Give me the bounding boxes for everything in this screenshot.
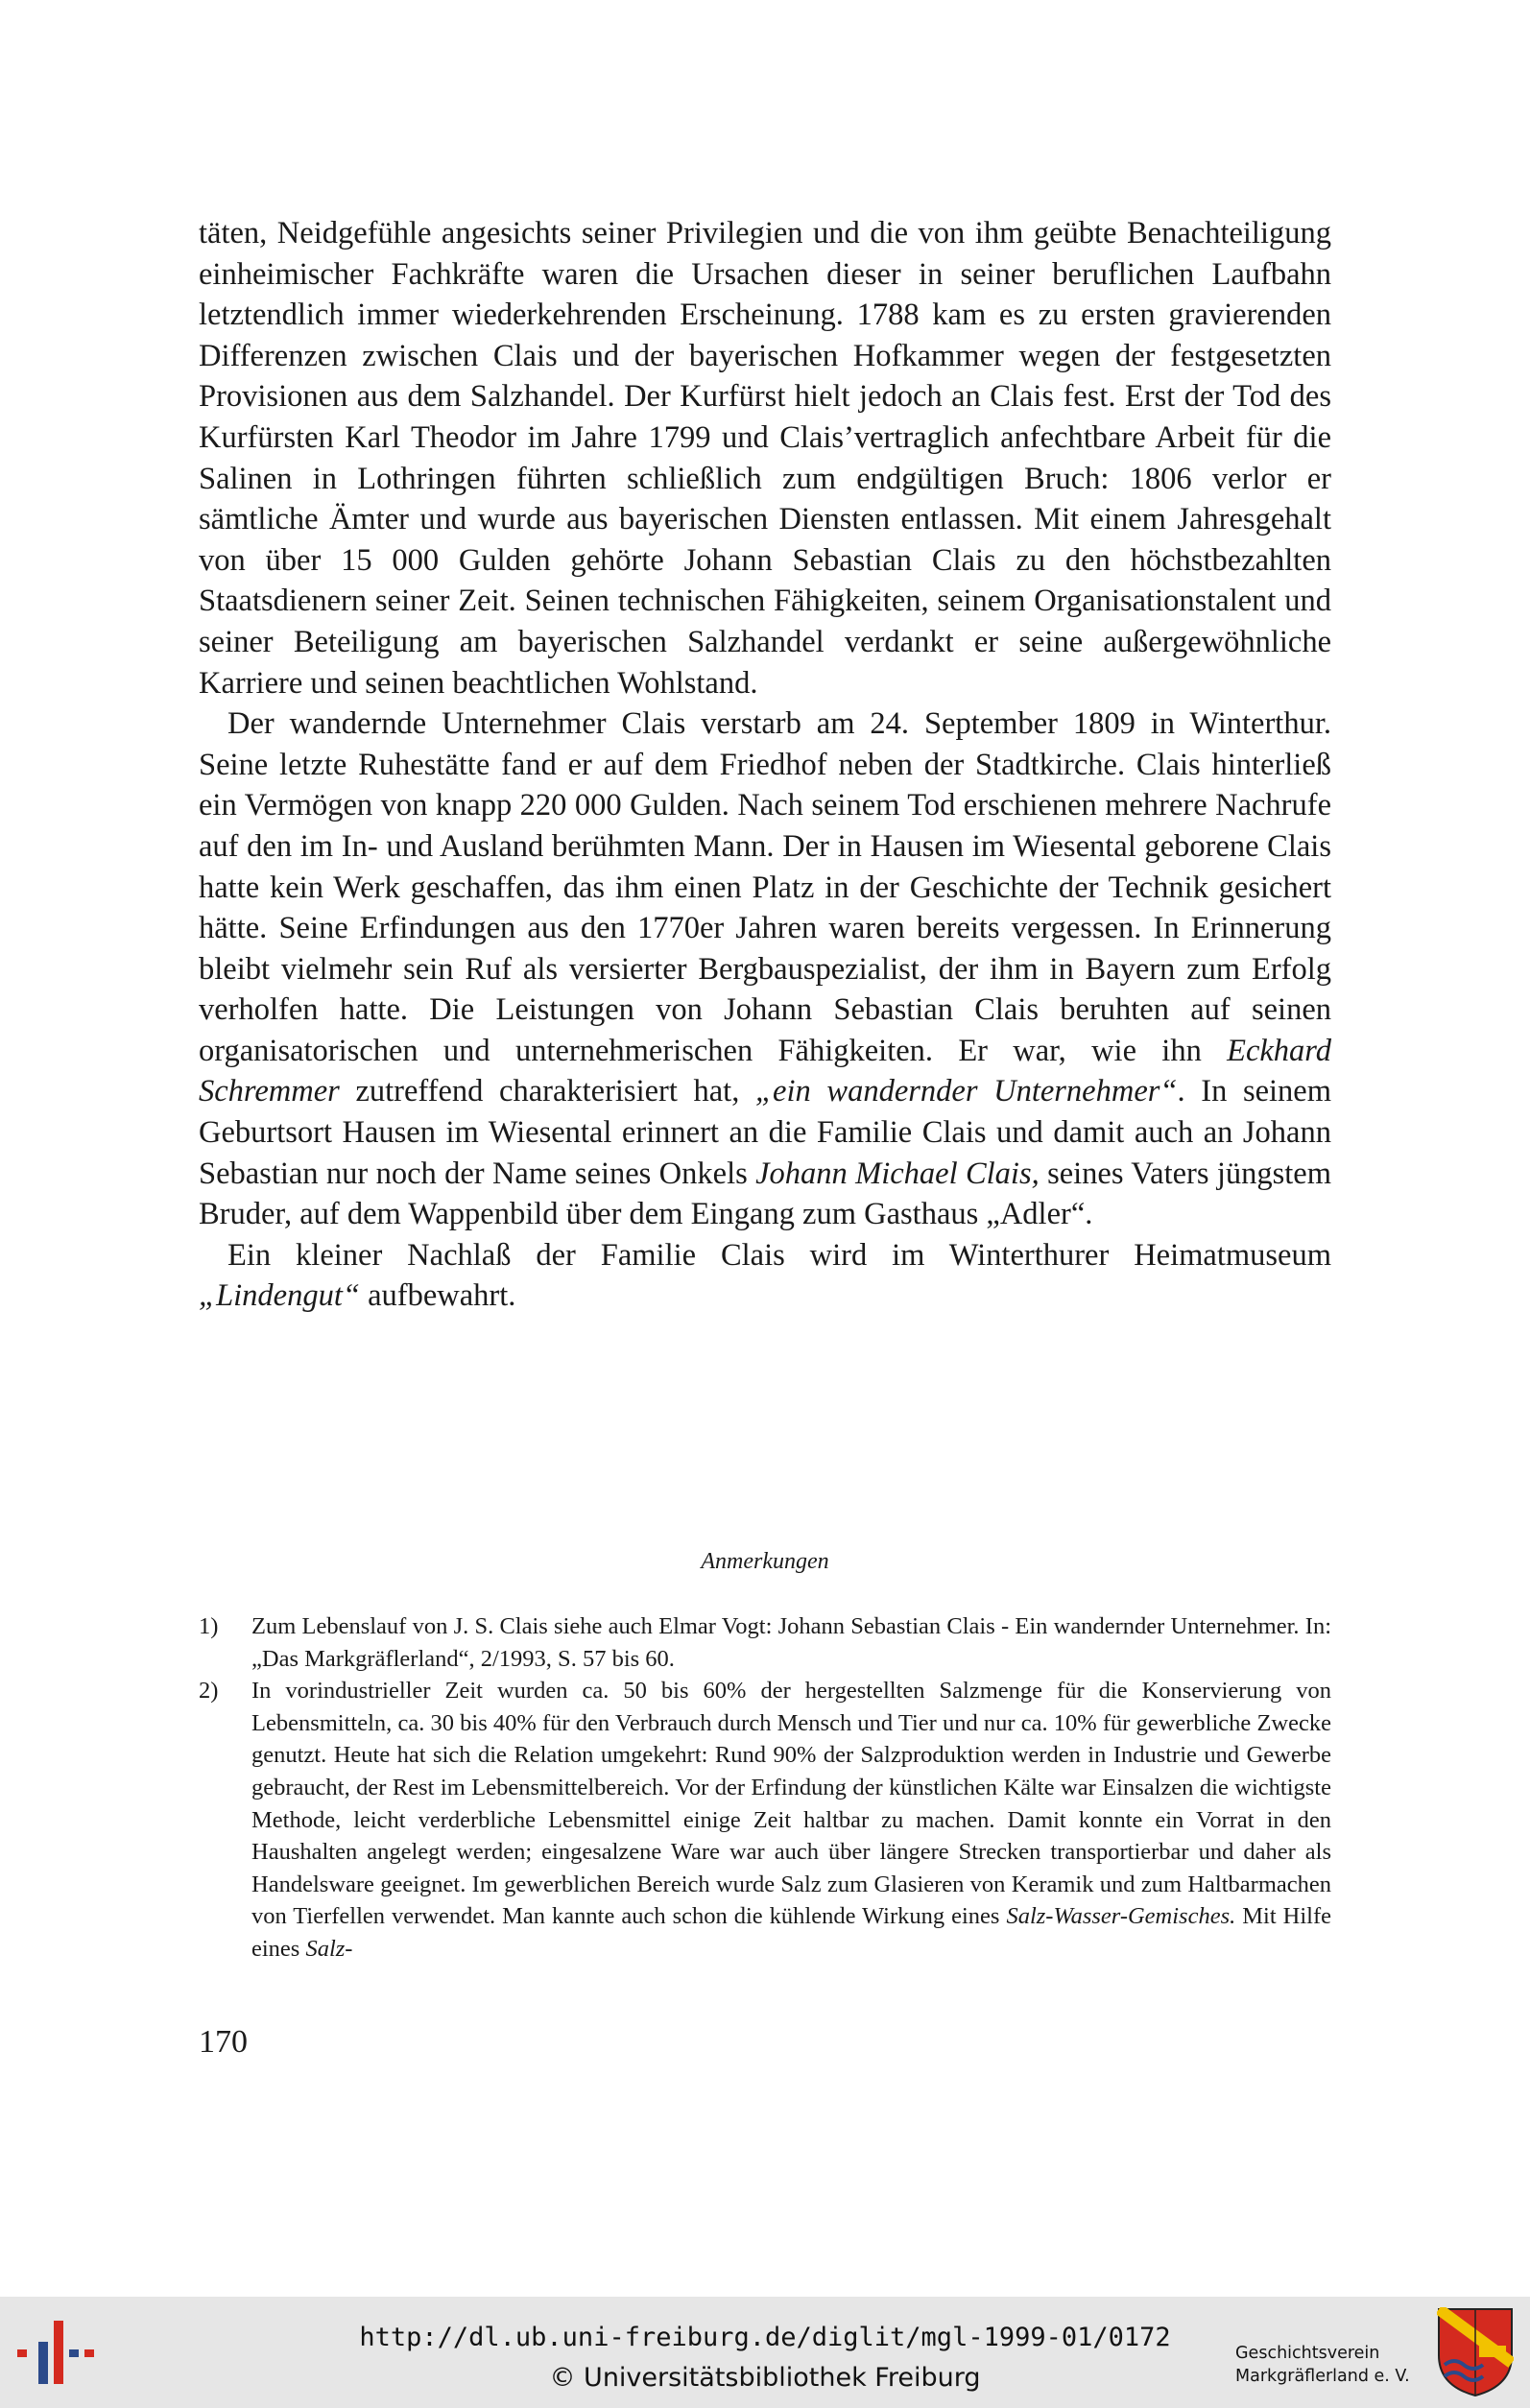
society-line-1: Geschichtsverein [1235, 2344, 1380, 2363]
markgraeflerland-crest-icon [1437, 2307, 1514, 2397]
society-name [1235, 2342, 1446, 2388]
paragraph-2-text-d: seines Vaters jüngstem Bruder, auf dem Wappenbild über dem Eingang zum Gasthaus „Adler“. [199, 1156, 1332, 1232]
footnote-text: In vorindustrieller Zeit wurden ca. 50 bis 60% der hergestellten Salzmenge für die Konservierung von Lebensmitteln, ca. 30 bis 40% für den Verbrauch durch Mensch und Tier und nur ca. 10% für gewerbliche Zwecke genutzt. Heute hat sich die Relation umgekehrt: Rund 90% der Salzproduktion werden in Industrie und Gewerbe gebraucht, der Rest im Lebensmittelbereich. Vor der Erfindung der künstlichen Kälte war Einsalzen die wichtigste Methode, leicht verderbliche Lebensmittel einige Zeit haltbar zu machen. Damit konnte ein Vorrat in den Haushalten angelegt werden; eingesalzene Ware war auch über längere Strecken transportierbar und daher als Handelsware geeignet. Im gewerblichen Bereich wurde Salz zum Glasieren von Keramik und zum Haltbarmachen von Tierfellen verwendet. Man kannte auch schon die kühlende Wirkung eines [251, 1678, 1331, 1930]
main-text [199, 213, 1331, 1317]
paragraph-2-text-b: zutreffend charakterisiert hat, [339, 1074, 755, 1109]
paragraph-2-text-a: Der wandernde Unternehmer Clais verstarb am 24. September 1809 in Winterthur. Seine letzte Ruhestätte fand er auf dem Friedhof neben der Stadtkirche. Clais hinterließ ein Vermögen von knapp 220 000 Gulden. Nach seinem Tod erschienen mehrere Nachrufe auf den im In- und Ausland berühmten Mann. Der in Hausen im Wiesental geborene Clais hatte kein Werk geschaffen, das ihm einen Platz in der Geschichte der Technik gesichert hätte. Seine Erfindungen aus den 1770er Jahren waren bereits vergessen. In Erinnerung bleibt vielmehr sein Ruf als versierter Bergbauspezialist, der ihm in Bayern zum Erfolg verholfen hatte. Die Leistungen von Johann Sebastian Clais beruhten auf seinen organisatorischen und unternehmerischen Fähigkeiten. Er war, wie ihn [199, 706, 1331, 1068]
paragraph-2-text-c: . In seinem Geburtsort Hausen im Wiesental erinnert an die Familie Clais und damit auch an Johann Sebastian nur noch der Name seines Onkels [199, 1074, 1332, 1191]
copyright-notice: © Universitätsbibliothek Freiburg [549, 2363, 981, 2393]
paragraph-1-text: täten, Neidgefühle angesichts seiner Privilegien und die von ihm geübte Benachteiligung einheimischer Fachkräfte waren die Ursachen dieser in seiner beruflichen Laufbahn letztendlich immer wiederkehrenden Erscheinung. 1788 kam es zu ersten gravierenden Differenzen zwischen Clais und der bayerischen Hofkammer wegen der festgesetzten Provisionen aus dem Salzhandel. Der Kurfürst hielt jedoch an Clais fest. Erst der Tod des Kurfürsten Karl Theodor im Jahre 1799 und Clais’vertraglich anfechtbare Arbeit für die Salinen in Lothringen führten schließlich zum endgültigen Bruch: 1806 verlor er sämtliche Ämter und wurde aus bayerischen Diensten entlassen. Mit einem Jahresgehalt von über 15 000 Gulden gehörte Johann Sebastian Clais zu den höchstbezahlten Staatsdienern seiner Zeit. Seinen technischen Fähigkeiten, seinem Organisationstalent und seiner Beteiligung am bayerischen Salzhandel verdankt er seine außergewöhnliche Karriere und seinen beachtlichen Wohlstand. [199, 216, 1331, 701]
footnotes [199, 1610, 1331, 1966]
footnote-2 [199, 1675, 1331, 1965]
paragraph-3 [199, 1235, 1331, 1317]
author-name-schremmer: Eckhard Schremmer [199, 1033, 1331, 1109]
paragraph-1 [199, 213, 1331, 703]
name-johann-michael-clais: Johann Michael Clais, [755, 1156, 1040, 1191]
footnote-text: Zum Lebenslauf von J. S. Clais siehe auch Elmar Vogt: Johann Sebastian Clais - Ein wandernder Unternehmer. In: „Das Markgräflerland“, 2/1993, S. 57 bis 60. [251, 1613, 1331, 1672]
footnote-1 [199, 1610, 1331, 1675]
paragraph-3-text-a: Ein kleiner Nachlaß der Familie Clais wird im Winterthurer Heimatmuseum [227, 1237, 1331, 1273]
footnote-number: 1) [199, 1613, 219, 1639]
footnote-number: 2) [199, 1678, 219, 1705]
footnote-italic-2: Salz- [305, 1935, 353, 1962]
paragraph-3-text-b: aufbewahrt. [359, 1278, 516, 1314]
footnote-text-tail: Mit Hilfe eines [251, 1903, 1331, 1962]
museum-name-lindengut: „Lindengut“ [199, 1278, 360, 1314]
page-number: 170 [199, 2024, 248, 2060]
notes-heading: Anmerkungen [701, 1549, 829, 1574]
paragraph-2 [199, 703, 1331, 1235]
quote-wandernder-unternehmer: „ein wandernder Unternehmer“ [754, 1074, 1178, 1109]
document-url-link[interactable]: http://dl.ub.uni-freiburg.de/diglit/mgl-1999-01/0172 [359, 2323, 1171, 2352]
society-line-2: Markgräflerland e. V. [1235, 2367, 1410, 2386]
footnote-italic: Salz-Wasser-Gemisches. [1006, 1903, 1236, 1930]
